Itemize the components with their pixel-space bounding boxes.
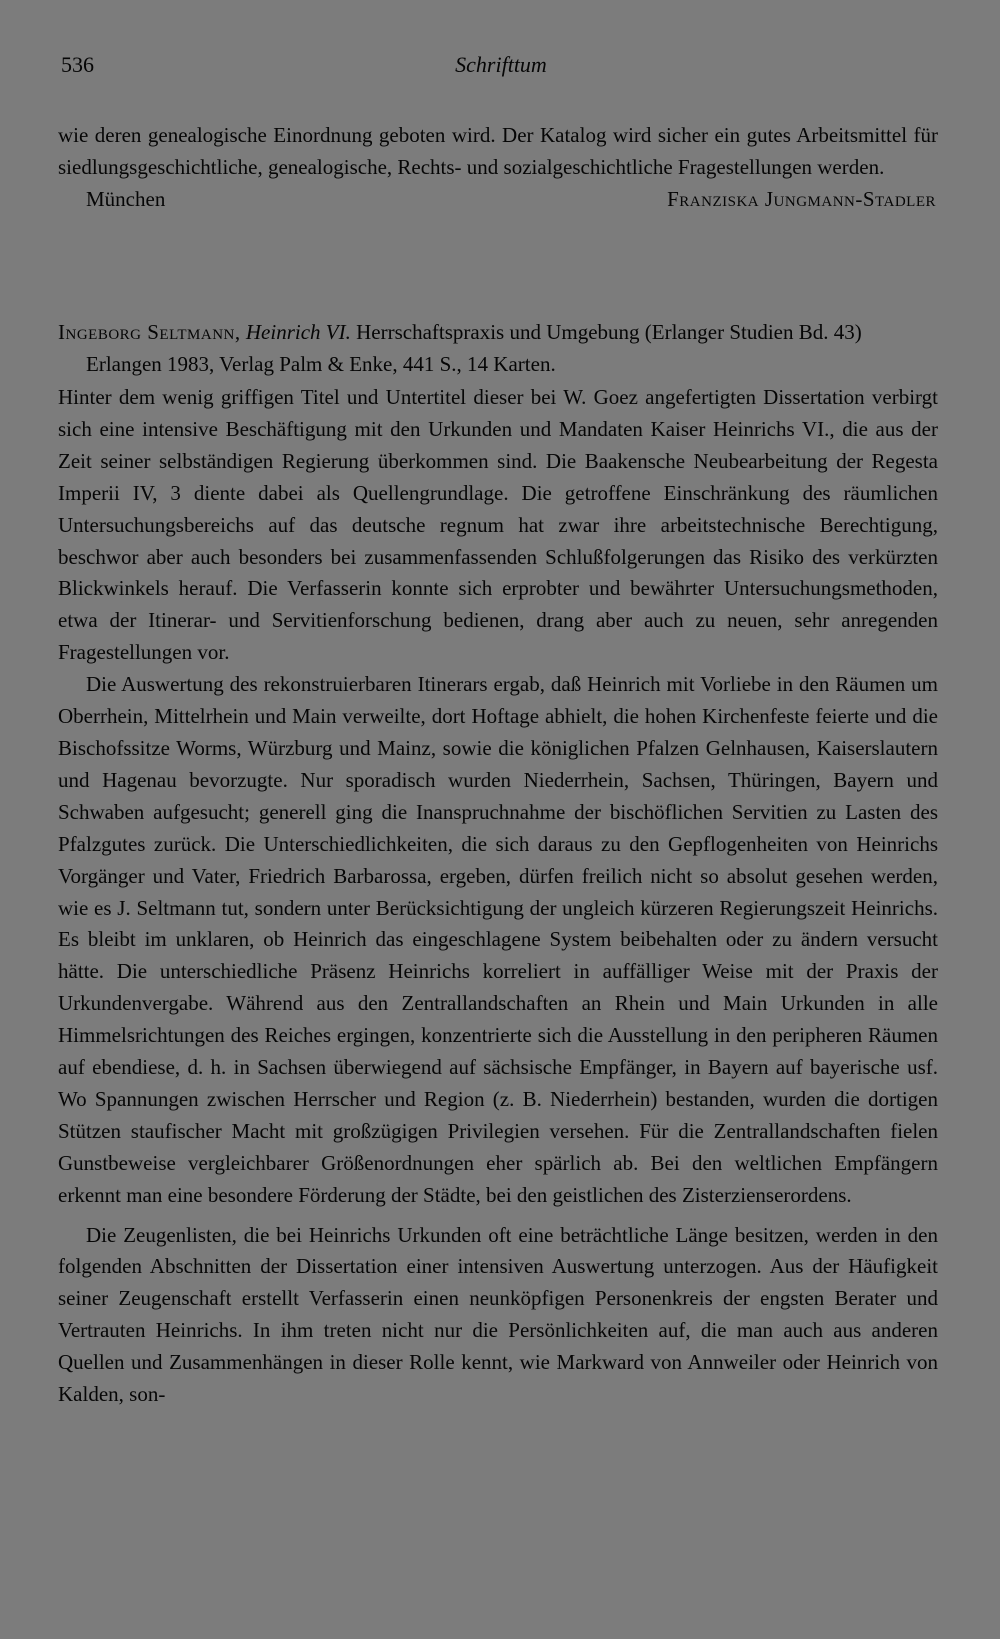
review-paragraph: Hinter dem wenig griffigen Titel und Untertitel dieser bei W. Goez angefertigten Dissertation verbirgt sich eine intensive Beschäftigung mit den Urkunden und Mandaten Kaiser Heinrichs VI., die aus der Zeit seiner selbständigen Regierung überkommen sind. Die Baakensche Neubearbeitung der Regesta Imperii IV, 3 diente dabei als Quellengrundlage. Die getroffene Einschränkung des räumlichen Untersuchungsbereichs auf das deutsche regnum hat zwar ihre arbeitstechnische Berechtigung, beschwor aber auch besonders bei zusammenfassenden Schlußfolgerungen das Risiko des verkürzten Blickwinkels herauf. Die Verfasserin konnte sich erprobter und bewährter Untersuchungsmethoden, etwa der Itinerar- und Servitienforschung bedienen, drang aber auch zu neuen, sehr anregenden Fragestellungen vor.	[58, 385, 938, 665]
signature-author: Franziska Jungmann-Stadler	[667, 186, 936, 211]
page-header	[61, 52, 941, 88]
bibliographic-citation	[58, 317, 938, 381]
book-details: Herrschaftspraxis und Umgebung (Erlanger Studien Bd. 43) Erlangen 1983, Verlag Palm & Enke, 441 S., 14 Karten.	[86, 320, 862, 376]
review-paragraph: Die Zeugenlisten, die bei Heinrichs Urkunden oft eine beträchtliche Länge besitzen, werden in den folgenden Abschnitten der Dissertation einer intensiven Auswertung unterzogen. Aus der Häufigkeit seiner Zeugenschaft erstellt Verfasserin einen neunköpfigen Personenkreis der engsten Berater und Vertrauten Heinrichs. In ihm treten nicht nur die Persönlichkeiten auf, die man auch aus anderen Quellen und Zusammenhängen in dieser Rolle kennt, wie Markward von Annweiler oder Heinrich von Kalden, son-	[58, 1222, 938, 1407]
running-title: Schrifttum	[455, 52, 547, 77]
bibliographic-entry	[58, 317, 938, 381]
previous-review-text: wie deren genealogische Einordnung geboten wird. Der Katalog wird sicher ein gutes Arbeitsmittel für siedlungsgeschichtliche, genealogische, Rechts- und sozialgeschichtliche Fragestellungen werden.	[58, 123, 938, 179]
page-number: 536	[61, 52, 94, 77]
signature-place: München	[86, 186, 166, 211]
previous-review-ending	[58, 120, 938, 216]
review-signature	[58, 184, 938, 216]
review-paragraph: Die Auswertung des rekonstruierbaren Itinerars ergab, daß Heinrich mit Vorliebe in den Räumen um Oberrhein, Mittelrhein und Main verweilte, dort Hoftage abhielt, die hohen Kirchenfeste feierte und die Bischofssitze Worms, Würzburg und Mainz, sowie die königlichen Pfalzen Gelnhausen, Kaiserslautern und Hagenau bevorzugte. Nur sporadisch wurden Niederrhein, Sachsen, Thüringen, Bayern und Schwaben aufgesucht; generell ging die Inanspruchnahme der bischöflichen Servitien zu Lasten des Pfalzgutes zurück. Die Unterschiedlichkeiten, die sich daraus zu den Gepflogenheiten von Heinrichs Vorgänger und Vater, Friedrich Barbarossa, ergeben, dürfen freilich nicht so absolut gesehen werden, wie es J. Seltmann tut, sondern unter Berücksichtigung der ungleich kürzeren Regierungszeit Heinrichs. Es bleibt im unklaren, ob Heinrich das eingeschlagene System beibehalten oder zu ändern versucht hätte. Die unterschiedliche Präsenz Heinrichs korreliert in auffälliger Weise mit der Praxis der Urkundenvergabe. Während aus den Zentrallandschaften an Rhein und Main Urkunden in alle Himmelsrichtungen des Reiches ergingen, konzentrierte sich die Ausstellung in den peripheren Räumen auf ebendiese, d. h. in Sachsen überwiegend auf sächsische Empfänger, in Bayern auf bayerische usf. Wo Spannungen zwischen Herrscher und Region (z. B. Niederrhein) bestanden, wurden die dortigen Stützen staufischer Macht mit großzügigen Privilegien versehen. Für die Zentrallandschaften fielen Gunstbeweise vergleichbarer Größenordnungen eher spärlich ab. Bei den weltlichen Empfängern erkennt man eine besondere Förderung der Städte, bei den geistlichen des Zisterzienserordens.	[58, 672, 938, 1207]
book-author: Ingeborg Seltmann,	[58, 320, 241, 344]
review-body	[58, 382, 938, 1411]
book-title: Heinrich VI.	[245, 320, 351, 344]
